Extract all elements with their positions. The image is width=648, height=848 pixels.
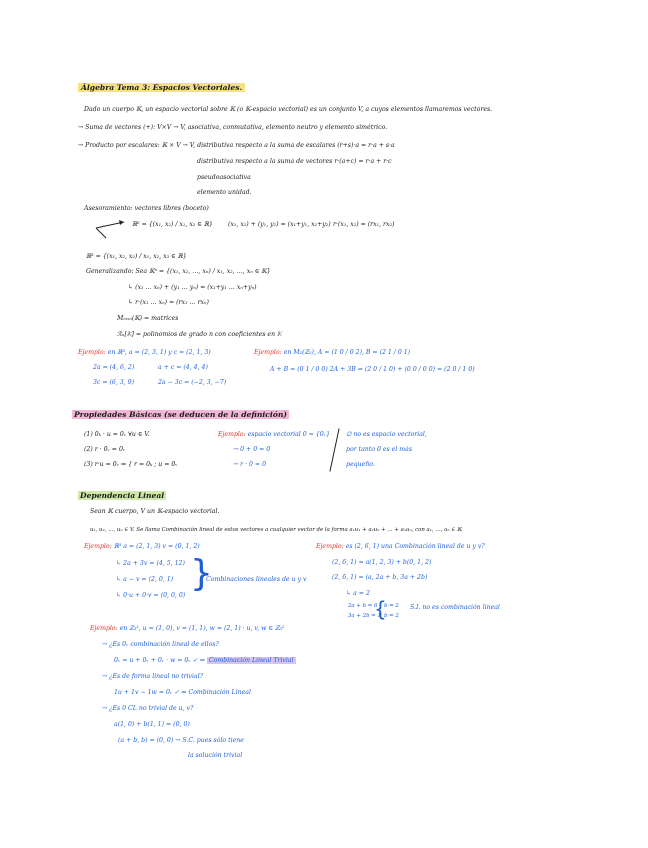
note-line-3: pequeño.: [346, 461, 375, 468]
ej5-line-7: b = 2: [384, 613, 399, 619]
prop-3: (3) r·u = 0ᵥ ⇒ { r = 0ₖ ; u = 0ᵥ: [84, 461, 178, 468]
ej5-line-5: 3a + 2b = 1: [348, 613, 381, 619]
system-brace-icon: {: [374, 597, 387, 621]
dependencia-line-2: u₁, u₂, …, uₙ ∈ V. Se llama Combinación lineal de estos vectores a cualquier vector de la forma a₁u₁ + a₂u₂ + … + aₙuₙ, con a₁, …, aₙ ∈ 𝕂: [90, 527, 462, 533]
ej6-line-5: → ¿Es 0 CL no trivial de u, v?: [102, 705, 194, 712]
ej3-line-1: → 0 + 0 = 0: [233, 446, 271, 453]
ej6-line-7: (a + b, b) = (0, 0) → S.C. pues sólo tiene: [118, 737, 244, 744]
ej4-brace-text: Combinaciones lineales de u y v: [206, 576, 307, 583]
ejemplo-5-label: Ejemplo:: [316, 543, 344, 550]
title-highlight: Álgebra Tema 3: Espacios Vectoriales.: [78, 83, 245, 92]
ej1-line-4: 2a − 3c = (−2, 3, −7): [158, 379, 227, 386]
ejemplo-3-text: espacio vectorial 0 = {0ᵥ}: [247, 431, 330, 438]
ejemplo-1-text: en ℝ³, a = (2, 3, 1) y c = (2, 1, 3): [107, 349, 211, 356]
intro-definition: Dado un cuerpo 𝕂, un espacio vectorial sobre 𝕂 (o 𝕂-espacio vectorial) es un conjunto V, a cuyos elementos llamaremos vectores.: [84, 106, 493, 113]
ej5-line-6: b = 2: [384, 603, 399, 609]
ej6-line-8: la solución trivial: [188, 752, 243, 759]
producto-escalares: → Producto por escalares: 𝕂 × V → V, distributiva respecto a la suma de escalares (r+s)·a = r·a + s·a: [78, 142, 395, 149]
dependencia-highlight: Dependencia Lineal: [80, 491, 165, 500]
ej5-line-3: ↳ a = 2: [346, 590, 370, 597]
divider-line: [329, 428, 339, 471]
ejemplo-4: [84, 543, 200, 551]
r3-definition: ℝ³ = {(x₁, x₂, x₃) / x₁, x₂, x₃ ∈ ℝ}: [86, 253, 187, 260]
ej4-line-3: ↳ 0·u + 0·v = (0, 0, 0): [116, 592, 186, 599]
ej4-line-1: ↳ 2a + 3v = (4, 5, 12): [116, 560, 185, 567]
r2-product: r·(x₁, x₂) = (rx₁, rx₂): [333, 221, 395, 228]
ejemplo-6-text: en ℤ₃², u = (1, 0), v = (1, 1), w = (2, 1) · u, v, w ∈ ℤ₃²: [119, 625, 285, 632]
generalizando-product: ↳ r·(x₁ … xₙ) = (rx₁ … rxₙ): [128, 299, 209, 306]
dependencia-line-1: Sean 𝕂 cuerpo, V un 𝕂-espacio vectorial.: [90, 508, 220, 515]
ej6-line-4: [114, 689, 251, 697]
propiedades-highlight: Propiedades Básicas (se deducen de la definición): [74, 410, 287, 419]
ej6-trivial-highlight: Combinación Lineal Trivial: [208, 657, 294, 664]
ej1-line-2: a + c = (4, 4, 4): [158, 364, 208, 371]
ejemplo-4-label: Ejemplo:: [84, 543, 112, 550]
prop-2: (2) r · 0ᵥ = 0ᵥ: [84, 446, 126, 453]
ej1-line-3: 3c = (6, 3, 9): [93, 379, 135, 386]
ej4-line-2: ↳ a − v = (2, 0, 1): [116, 576, 174, 583]
ej3-line-2: → r · 0 = 0: [233, 461, 267, 468]
ej6-line-1: → ¿Es 0ᵥ combinación lineal de ellos?: [102, 641, 219, 648]
dependencia-title: [78, 492, 166, 500]
note-line-1: ∅ no es espacio vectorial,: [346, 431, 427, 438]
curly-brace-icon: }: [190, 553, 213, 594]
ejemplo-5-text: es (2, 6, 1) una Combinación lineal de u y v?: [345, 543, 485, 550]
producto-line-2: distributiva respecto a la suma de vectores r·(a+c) = r·a + r·c: [197, 158, 392, 165]
vector-sketch-icon: [92, 214, 128, 242]
ejemplo-3-label: Ejemplo:: [218, 431, 246, 438]
r2-definition: ℝ² = {(x₁, x₂) / x₁, x₂ ∈ ℝ}: [132, 221, 213, 228]
ejemplo-4-text: ℝ³ a = (2, 1, 3) v = (0, 1, 2): [113, 543, 200, 550]
ejemplo-2: [254, 349, 410, 357]
suma-vectores: → Suma de vectores (+): V×V → V, asociativa, conmutativa, elemento neutro y elemento simétrico.: [78, 124, 388, 131]
page-title: [78, 84, 245, 92]
generalizando-sum: ↳ (x₁ … xₙ) + (y₁ … yₙ) = (x₁+y₁ … xₙ+yₙ): [128, 284, 257, 291]
asesoramiento-line: Asesoramiento: vectores libres (boceto): [84, 205, 209, 212]
ejemplo-3: [218, 431, 330, 439]
generalizando-line: Generalizando: Sea 𝕂ⁿ = {(x₁, x₂, …, xₙ) / x₁, x₂, …, xₙ ∈ 𝕂}: [86, 268, 271, 275]
ej2-line-1: A + B = (0 1 / 0 0) 2A + 3B = (2 0 / 1 0) + (0 0 / 0 0) = (2 0 / 1 0): [270, 366, 475, 373]
ejemplo-5: [316, 543, 485, 551]
polinomios-line: ℛₙ[𝕂] = polinomios de grado n con coeficientes en 𝕂: [117, 331, 282, 338]
ejemplo-6: [90, 625, 284, 633]
ej5-line-1: (2, 6, 1) = a(1, 2, 3) + b(0, 1, 2): [332, 559, 432, 566]
producto-line-4: elemento unidad.: [197, 189, 252, 196]
prop-1: (1) 0ₖ · u = 0ᵥ ∀u ∈ V.: [84, 431, 150, 438]
ej5-line-4: 2a + b = 6: [348, 603, 378, 609]
ejemplo-2-text: en M₂(ℤ₃), A = (1 0 / 0 2), B = (2 1 / 0 1): [283, 349, 411, 356]
ej6-line-6: a(1, 0) + b(1, 1) = (0, 0): [114, 721, 190, 728]
ej6-combinacion-text: Combinación Lineal: [188, 689, 251, 696]
producto-line-3: pseudoasociativa: [197, 174, 251, 181]
ej6-line-2: [114, 657, 296, 665]
ej5-line-2: (2, 6, 1) = (a, 2a + b, 3a + 2b): [332, 574, 428, 581]
ej5-result: S.I. no es combinación lineal: [410, 604, 500, 611]
ej1-line-1: 2a = (4, 6, 2): [93, 364, 135, 371]
r2-sum: (x₁, x₂) + (y₁, y₂) = (x₁+y₁, x₂+y₂): [228, 221, 331, 228]
ejemplo-1: [78, 349, 211, 357]
note-line-2: por tanto 0 es el más: [346, 446, 412, 453]
propiedades-title: [72, 411, 289, 419]
ej6-line-3: → ¿Es de forma lineal no trivial?: [102, 673, 204, 680]
ej6-line-4-text: 1u + 1v − 1w = 0ᵥ ✓ ⇒: [114, 689, 187, 696]
ejemplo-6-label: Ejemplo:: [90, 625, 118, 632]
ejemplo-2-label: Ejemplo:: [254, 349, 282, 356]
ejemplo-1-label: Ejemplo:: [78, 349, 106, 356]
ej6-line-2-text: 0ᵥ = u + 0ᵥ + 0ᵥ · w = 0ᵥ ✓ ⇒: [114, 657, 205, 664]
matrices-line: Mₘₓₙ(𝕂) = matrices: [117, 315, 179, 322]
